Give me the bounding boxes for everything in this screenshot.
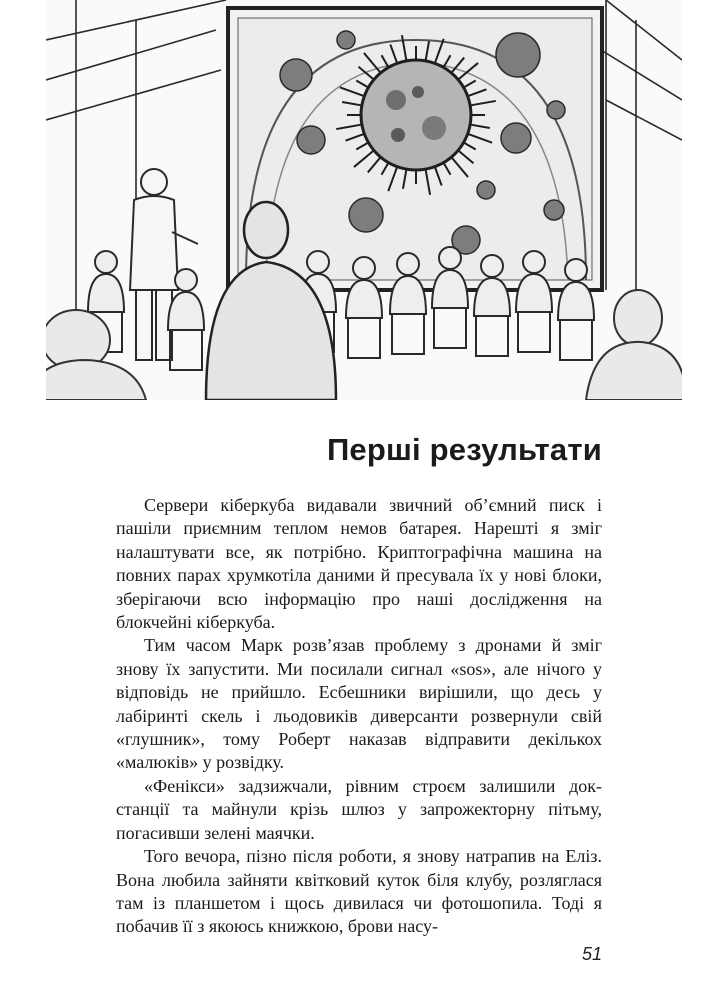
chapter-illustration [46,0,682,400]
paragraph: Сервери кіберкуба видавали звичний об’ємний писк і пашіли приємним теплом немов батарея. Нарешті я зміг налаштувати все, як потрібно. Криптографічна машина на повних парах хрумкотіла даними й пресувала їх у нові блоки, зберігаючи всю інформацію про наші дослідження на блокчейні кіберкуба. [116,495,602,633]
page-number: 51 [581,944,602,964]
paragraph: Тим часом Марк розв’язав проблему з дронами й зміг знову їх запустити. Ми посилали сигнал «sos», але нічого у відповідь не прийшло. Есбешники вирішили, що десь у лабіринті скель і льодовиків диверсанти розвернули свій «глушник», тому Роберт наказав відправити декількох «малюків» у розвідку. [116,635,602,773]
paragraph: «Фенікси» задзижчали, рівним строєм залишили док-станції та майнули крізь шлюз у запрожекторну пітьму, погасивши зелені маячки. [116,775,602,843]
body-text [116,494,602,939]
chapter-title: Перші результати [326,432,602,467]
paragraph: Того вечора, пізно після роботи, я знову натрапив на Еліз. Вона любила зайняти квітковий куток біля клубу, розляглася там із планшетом і щось дивилася чи фотошопила. Тоді я побачив її з якоюсь книжкою, брови насу- [116,846,602,937]
virus-lecture-hall-illustration [46,0,682,400]
